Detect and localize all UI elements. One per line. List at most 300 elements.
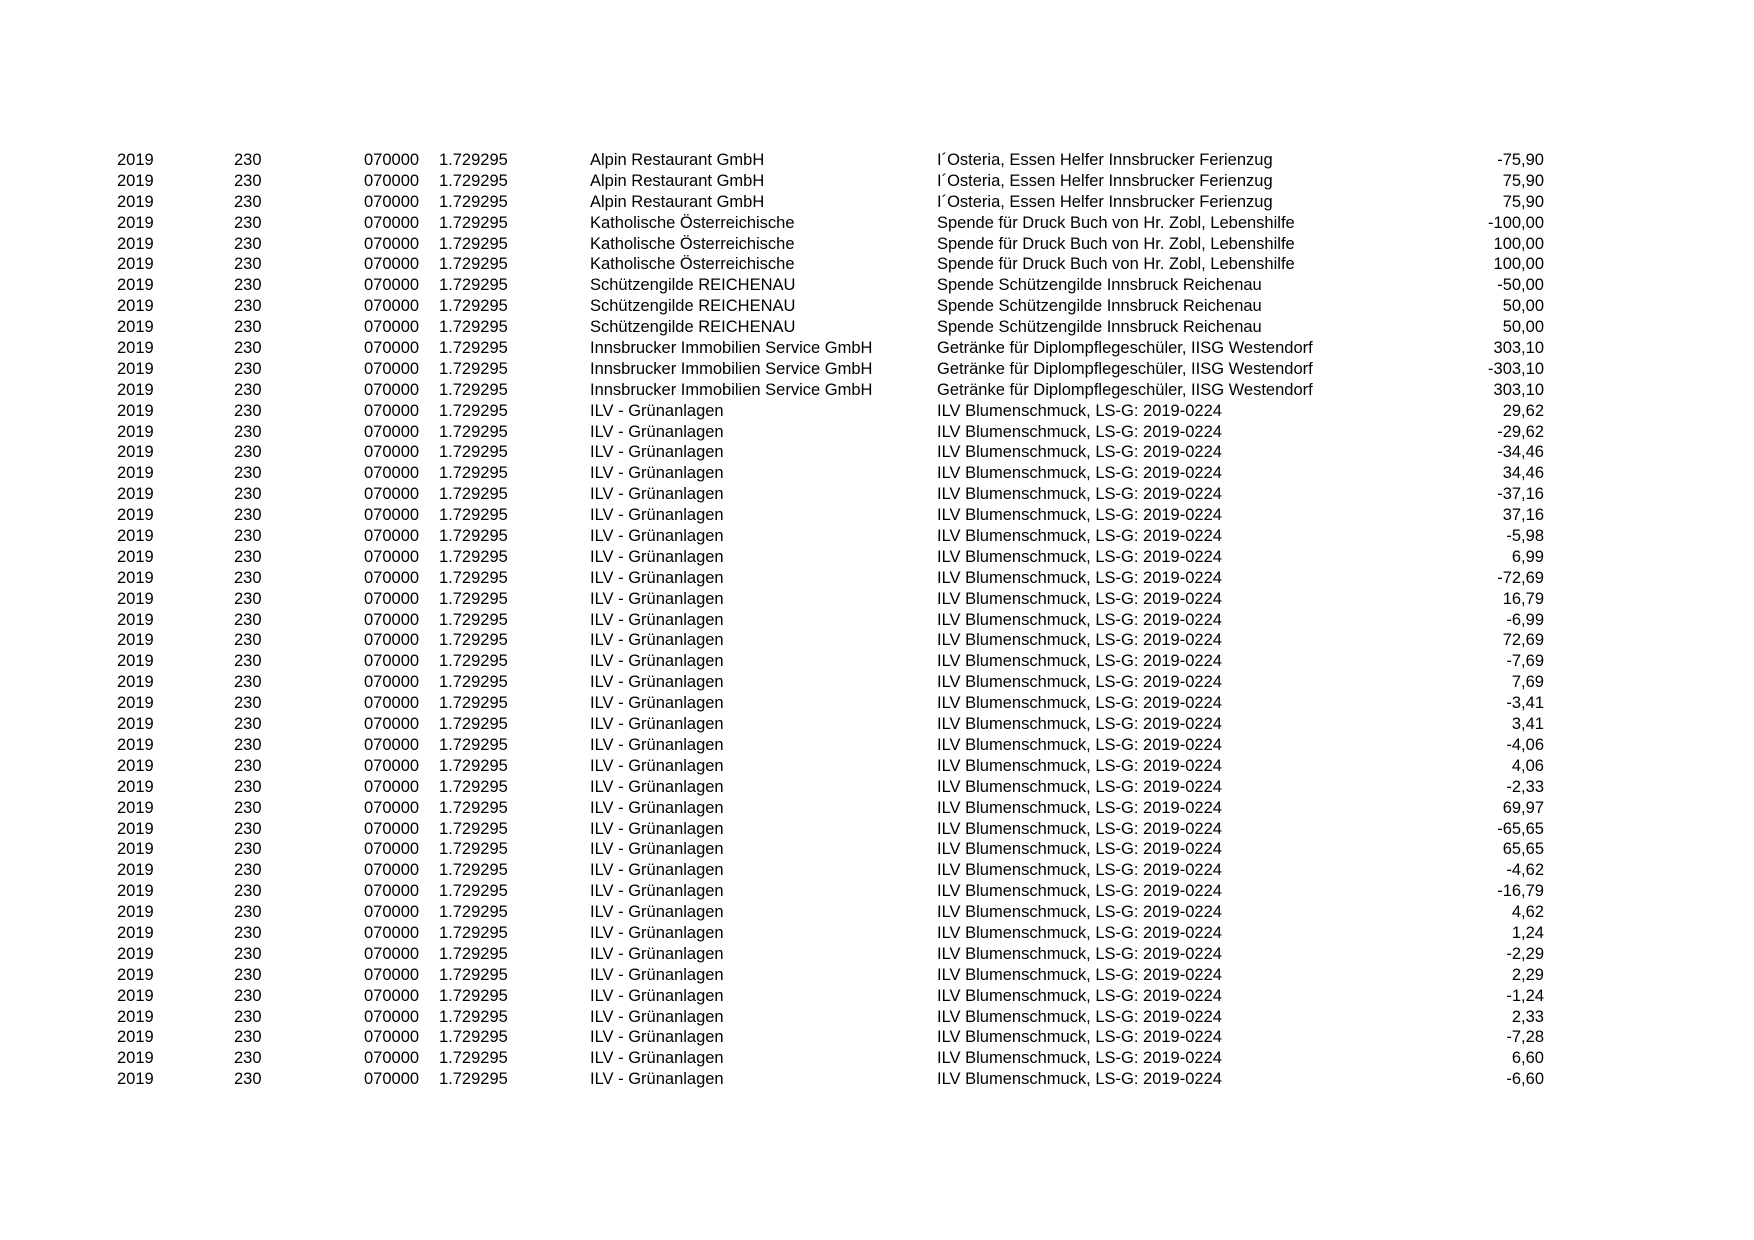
number-cell: 1.729295 (439, 882, 508, 901)
table-row (0, 275, 1754, 296)
description-cell: ILV Blumenschmuck, LS-G: 2019-0224 (937, 673, 1222, 692)
number-cell: 1.729295 (439, 485, 508, 504)
number-cell: 1.729295 (439, 151, 508, 169)
amount-cell: 100,00 (1493, 255, 1544, 274)
amount-cell: -303,10 (1488, 359, 1544, 378)
table-row (0, 923, 1754, 944)
account-cell: 070000 (364, 234, 420, 253)
year-cell: 2019 (117, 652, 154, 671)
account-cell: 070000 (364, 840, 420, 859)
table-row (0, 1027, 1754, 1048)
description-cell: Getränke für Diplompflegeschüler, IISG Westendorf (937, 359, 1313, 378)
year-cell: 2019 (117, 1049, 154, 1068)
number-cell: 1.729295 (439, 297, 508, 316)
description-cell: ILV Blumenschmuck, LS-G: 2019-0224 (937, 798, 1222, 817)
account-cell: 070000 (364, 276, 420, 295)
number-cell: 1.729295 (439, 673, 508, 692)
account-cell: 070000 (364, 819, 420, 838)
account-cell: 070000 (364, 1049, 420, 1068)
number-cell: 1.729295 (439, 589, 508, 608)
account-cell: 070000 (364, 861, 420, 880)
amount-cell: -7,69 (1506, 652, 1544, 671)
number-cell: 1.729295 (439, 986, 508, 1005)
account-cell: 070000 (364, 547, 420, 566)
name-cell: Innsbrucker Immobilien Service GmbH (590, 380, 873, 399)
number-cell: 1.729295 (439, 401, 508, 420)
code-cell: 230 (234, 318, 262, 337)
description-cell: ILV Blumenschmuck, LS-G: 2019-0224 (937, 589, 1222, 608)
number-cell: 1.729295 (439, 715, 508, 734)
table-row (0, 589, 1754, 610)
description-cell: ILV Blumenschmuck, LS-G: 2019-0224 (937, 506, 1222, 525)
number-cell: 1.729295 (439, 694, 508, 713)
code-cell: 230 (234, 610, 262, 629)
number-cell: 1.729295 (439, 923, 508, 942)
table-row (0, 1007, 1754, 1028)
number-cell: 1.729295 (439, 1049, 508, 1068)
number-cell: 1.729295 (439, 359, 508, 378)
name-cell: Katholische Österreichische (590, 255, 795, 274)
description-cell: ILV Blumenschmuck, LS-G: 2019-0224 (937, 965, 1222, 984)
year-cell: 2019 (117, 694, 154, 713)
year-cell: 2019 (117, 861, 154, 880)
amount-cell: -2,29 (1506, 944, 1544, 963)
code-cell: 230 (234, 297, 262, 316)
code-cell: 230 (234, 882, 262, 901)
year-cell: 2019 (117, 276, 154, 295)
table-row (0, 860, 1754, 881)
description-cell: Getränke für Diplompflegeschüler, IISG Westendorf (937, 339, 1313, 358)
description-cell: ILV Blumenschmuck, LS-G: 2019-0224 (937, 882, 1222, 901)
code-cell: 230 (234, 965, 262, 984)
code-cell: 230 (234, 276, 262, 295)
description-cell: Getränke für Diplompflegeschüler, IISG Westendorf (937, 380, 1313, 399)
table-row (0, 547, 1754, 568)
year-cell: 2019 (117, 422, 154, 441)
number-cell: 1.729295 (439, 380, 508, 399)
number-cell: 1.729295 (439, 276, 508, 295)
year-cell: 2019 (117, 965, 154, 984)
table-row (0, 338, 1754, 359)
name-cell: ILV - Grünanlagen (590, 735, 724, 754)
account-cell: 070000 (364, 1007, 420, 1026)
year-cell: 2019 (117, 485, 154, 504)
account-cell: 070000 (364, 213, 420, 232)
account-cell: 070000 (364, 715, 420, 734)
code-cell: 230 (234, 631, 262, 650)
year-cell: 2019 (117, 318, 154, 337)
number-cell: 1.729295 (439, 318, 508, 337)
number-cell: 1.729295 (439, 339, 508, 358)
table-row (0, 798, 1754, 819)
name-cell: ILV - Grünanlagen (590, 1049, 724, 1068)
account-cell: 070000 (364, 151, 420, 169)
amount-cell: -34,46 (1497, 443, 1544, 462)
year-cell: 2019 (117, 798, 154, 817)
code-cell: 230 (234, 171, 262, 190)
number-cell: 1.729295 (439, 506, 508, 525)
account-cell: 070000 (364, 756, 420, 775)
description-cell: ILV Blumenschmuck, LS-G: 2019-0224 (937, 464, 1222, 483)
name-cell: ILV - Grünanlagen (590, 589, 724, 608)
name-cell: ILV - Grünanlagen (590, 882, 724, 901)
code-cell: 230 (234, 589, 262, 608)
account-cell: 070000 (364, 297, 420, 316)
number-cell: 1.729295 (439, 464, 508, 483)
account-cell: 070000 (364, 589, 420, 608)
amount-cell: -72,69 (1497, 568, 1544, 587)
amount-cell: -29,62 (1497, 422, 1544, 441)
code-cell: 230 (234, 255, 262, 274)
code-cell: 230 (234, 735, 262, 754)
year-cell: 2019 (117, 213, 154, 232)
amount-cell: 34,46 (1502, 464, 1544, 483)
year-cell: 2019 (117, 903, 154, 922)
amount-cell: -16,79 (1497, 882, 1544, 901)
table-row (0, 380, 1754, 401)
year-cell: 2019 (117, 380, 154, 399)
description-cell: ILV Blumenschmuck, LS-G: 2019-0224 (937, 923, 1222, 942)
amount-cell: 1,24 (1511, 923, 1544, 942)
code-cell: 230 (234, 485, 262, 504)
year-cell: 2019 (117, 1070, 154, 1089)
year-cell: 2019 (117, 443, 154, 462)
account-cell: 070000 (364, 610, 420, 629)
table-row (0, 463, 1754, 484)
table-row (0, 150, 1754, 171)
year-cell: 2019 (117, 171, 154, 190)
account-cell: 070000 (364, 192, 420, 211)
number-cell: 1.729295 (439, 652, 508, 671)
description-cell: I´Osteria, Essen Helfer Innsbrucker Ferienzug (937, 171, 1273, 190)
amount-cell: -75,90 (1497, 151, 1544, 169)
name-cell: ILV - Grünanlagen (590, 840, 724, 859)
table-row (0, 484, 1754, 505)
account-cell: 070000 (364, 443, 420, 462)
account-cell: 070000 (364, 694, 420, 713)
amount-cell: 6,60 (1511, 1049, 1544, 1068)
amount-cell: 100,00 (1493, 234, 1544, 253)
table-row (0, 610, 1754, 631)
name-cell: ILV - Grünanlagen (590, 986, 724, 1005)
account-cell: 070000 (364, 944, 420, 963)
number-cell: 1.729295 (439, 422, 508, 441)
account-cell: 070000 (364, 923, 420, 942)
code-cell: 230 (234, 464, 262, 483)
account-cell: 070000 (364, 903, 420, 922)
code-cell: 230 (234, 192, 262, 211)
amount-cell: 29,62 (1502, 401, 1544, 420)
table-row (0, 254, 1754, 275)
table-row (0, 526, 1754, 547)
name-cell: ILV - Grünanlagen (590, 756, 724, 775)
account-cell: 070000 (364, 506, 420, 525)
code-cell: 230 (234, 151, 262, 169)
name-cell: ILV - Grünanlagen (590, 631, 724, 650)
account-cell: 070000 (364, 1028, 420, 1047)
table-row (0, 693, 1754, 714)
number-cell: 1.729295 (439, 255, 508, 274)
name-cell: ILV - Grünanlagen (590, 485, 724, 504)
amount-cell: -37,16 (1497, 485, 1544, 504)
name-cell: ILV - Grünanlagen (590, 1070, 724, 1089)
year-cell: 2019 (117, 673, 154, 692)
year-cell: 2019 (117, 151, 154, 169)
description-cell: ILV Blumenschmuck, LS-G: 2019-0224 (937, 756, 1222, 775)
description-cell: ILV Blumenschmuck, LS-G: 2019-0224 (937, 694, 1222, 713)
amount-cell: -6,99 (1506, 610, 1544, 629)
code-cell: 230 (234, 401, 262, 420)
amount-cell: -1,24 (1506, 986, 1544, 1005)
description-cell: I´Osteria, Essen Helfer Innsbrucker Ferienzug (937, 192, 1273, 211)
amount-cell: 50,00 (1502, 318, 1544, 337)
year-cell: 2019 (117, 715, 154, 734)
name-cell: Katholische Österreichische (590, 234, 795, 253)
number-cell: 1.729295 (439, 527, 508, 546)
table-row (0, 735, 1754, 756)
ledger-table (0, 150, 1754, 1090)
amount-cell: 16,79 (1502, 589, 1544, 608)
code-cell: 230 (234, 443, 262, 462)
table-row (0, 213, 1754, 234)
code-cell: 230 (234, 944, 262, 963)
number-cell: 1.729295 (439, 192, 508, 211)
number-cell: 1.729295 (439, 756, 508, 775)
amount-cell: 4,06 (1511, 756, 1544, 775)
amount-cell: 4,62 (1511, 903, 1544, 922)
description-cell: Spende für Druck Buch von Hr. Zobl, Lebenshilfe (937, 234, 1295, 253)
table-row (0, 944, 1754, 965)
description-cell: ILV Blumenschmuck, LS-G: 2019-0224 (937, 652, 1222, 671)
account-cell: 070000 (364, 735, 420, 754)
amount-cell: 6,99 (1511, 547, 1544, 566)
account-cell: 070000 (364, 965, 420, 984)
number-cell: 1.729295 (439, 547, 508, 566)
account-cell: 070000 (364, 171, 420, 190)
account-cell: 070000 (364, 777, 420, 796)
code-cell: 230 (234, 506, 262, 525)
year-cell: 2019 (117, 735, 154, 754)
amount-cell: 37,16 (1502, 506, 1544, 525)
code-cell: 230 (234, 673, 262, 692)
name-cell: ILV - Grünanlagen (590, 464, 724, 483)
name-cell: Schützengilde REICHENAU (590, 276, 796, 295)
code-cell: 230 (234, 1007, 262, 1026)
name-cell: ILV - Grünanlagen (590, 652, 724, 671)
name-cell: ILV - Grünanlagen (590, 861, 724, 880)
name-cell: ILV - Grünanlagen (590, 1007, 724, 1026)
account-cell: 070000 (364, 318, 420, 337)
number-cell: 1.729295 (439, 944, 508, 963)
description-cell: ILV Blumenschmuck, LS-G: 2019-0224 (937, 527, 1222, 546)
number-cell: 1.729295 (439, 903, 508, 922)
account-cell: 070000 (364, 882, 420, 901)
code-cell: 230 (234, 380, 262, 399)
code-cell: 230 (234, 819, 262, 838)
table-row (0, 986, 1754, 1007)
amount-cell: 72,69 (1502, 631, 1544, 650)
description-cell: ILV Blumenschmuck, LS-G: 2019-0224 (937, 1070, 1222, 1089)
name-cell: ILV - Grünanlagen (590, 694, 724, 713)
description-cell: ILV Blumenschmuck, LS-G: 2019-0224 (937, 422, 1222, 441)
table-row (0, 881, 1754, 902)
name-cell: Schützengilde REICHENAU (590, 318, 796, 337)
description-cell: Spende Schützengilde Innsbruck Reichenau (937, 318, 1262, 337)
number-cell: 1.729295 (439, 965, 508, 984)
description-cell: ILV Blumenschmuck, LS-G: 2019-0224 (937, 401, 1222, 420)
table-row (0, 902, 1754, 923)
description-cell: ILV Blumenschmuck, LS-G: 2019-0224 (937, 735, 1222, 754)
year-cell: 2019 (117, 610, 154, 629)
year-cell: 2019 (117, 339, 154, 358)
description-cell: ILV Blumenschmuck, LS-G: 2019-0224 (937, 1049, 1222, 1068)
name-cell: ILV - Grünanlagen (590, 777, 724, 796)
amount-cell: -4,06 (1506, 735, 1544, 754)
number-cell: 1.729295 (439, 1007, 508, 1026)
table-row (0, 714, 1754, 735)
amount-cell: -3,41 (1506, 694, 1544, 713)
amount-cell: -65,65 (1497, 819, 1544, 838)
account-cell: 070000 (364, 255, 420, 274)
amount-cell: 3,41 (1511, 715, 1544, 734)
description-cell: Spende für Druck Buch von Hr. Zobl, Lebenshilfe (937, 213, 1295, 232)
year-cell: 2019 (117, 506, 154, 525)
year-cell: 2019 (117, 192, 154, 211)
amount-cell: -50,00 (1497, 276, 1544, 295)
year-cell: 2019 (117, 359, 154, 378)
description-cell: ILV Blumenschmuck, LS-G: 2019-0224 (937, 1028, 1222, 1047)
amount-cell: 75,90 (1502, 192, 1544, 211)
name-cell: ILV - Grünanlagen (590, 673, 724, 692)
code-cell: 230 (234, 798, 262, 817)
number-cell: 1.729295 (439, 840, 508, 859)
number-cell: 1.729295 (439, 819, 508, 838)
description-cell: ILV Blumenschmuck, LS-G: 2019-0224 (937, 443, 1222, 462)
year-cell: 2019 (117, 882, 154, 901)
account-cell: 070000 (364, 464, 420, 483)
amount-cell: -4,62 (1506, 861, 1544, 880)
description-cell: ILV Blumenschmuck, LS-G: 2019-0224 (937, 861, 1222, 880)
table-row (0, 1069, 1754, 1090)
amount-cell: -100,00 (1488, 213, 1544, 232)
year-cell: 2019 (117, 255, 154, 274)
description-cell: ILV Blumenschmuck, LS-G: 2019-0224 (937, 610, 1222, 629)
code-cell: 230 (234, 1070, 262, 1089)
table-row (0, 777, 1754, 798)
description-cell: ILV Blumenschmuck, LS-G: 2019-0224 (937, 568, 1222, 587)
description-cell: ILV Blumenschmuck, LS-G: 2019-0224 (937, 944, 1222, 963)
table-row (0, 672, 1754, 693)
number-cell: 1.729295 (439, 1070, 508, 1089)
description-cell: ILV Blumenschmuck, LS-G: 2019-0224 (937, 1007, 1222, 1026)
code-cell: 230 (234, 715, 262, 734)
number-cell: 1.729295 (439, 568, 508, 587)
year-cell: 2019 (117, 1007, 154, 1026)
year-cell: 2019 (117, 631, 154, 650)
name-cell: ILV - Grünanlagen (590, 715, 724, 734)
year-cell: 2019 (117, 589, 154, 608)
year-cell: 2019 (117, 527, 154, 546)
amount-cell: 303,10 (1493, 380, 1544, 399)
year-cell: 2019 (117, 944, 154, 963)
table-row (0, 505, 1754, 526)
account-cell: 070000 (364, 422, 420, 441)
amount-cell: -5,98 (1506, 527, 1544, 546)
year-cell: 2019 (117, 1028, 154, 1047)
code-cell: 230 (234, 840, 262, 859)
code-cell: 230 (234, 547, 262, 566)
code-cell: 230 (234, 903, 262, 922)
table-row (0, 296, 1754, 317)
number-cell: 1.729295 (439, 1028, 508, 1047)
table-row (0, 317, 1754, 338)
name-cell: ILV - Grünanlagen (590, 1028, 724, 1047)
table-row (0, 756, 1754, 777)
account-cell: 070000 (364, 339, 420, 358)
table-row (0, 234, 1754, 255)
description-cell: ILV Blumenschmuck, LS-G: 2019-0224 (937, 986, 1222, 1005)
code-cell: 230 (234, 359, 262, 378)
name-cell: Alpin Restaurant GmbH (590, 171, 765, 190)
name-cell: ILV - Grünanlagen (590, 506, 724, 525)
number-cell: 1.729295 (439, 631, 508, 650)
code-cell: 230 (234, 527, 262, 546)
year-cell: 2019 (117, 777, 154, 796)
amount-cell: 2,29 (1511, 965, 1544, 984)
account-cell: 070000 (364, 798, 420, 817)
code-cell: 230 (234, 422, 262, 441)
year-cell: 2019 (117, 756, 154, 775)
account-cell: 070000 (364, 986, 420, 1005)
description-cell: Spende Schützengilde Innsbruck Reichenau (937, 297, 1262, 316)
table-row (0, 819, 1754, 840)
description-cell: ILV Blumenschmuck, LS-G: 2019-0224 (937, 715, 1222, 734)
account-cell: 070000 (364, 1070, 420, 1089)
account-cell: 070000 (364, 485, 420, 504)
table-row (0, 401, 1754, 422)
amount-cell: -6,60 (1506, 1070, 1544, 1089)
name-cell: ILV - Grünanlagen (590, 401, 724, 420)
year-cell: 2019 (117, 401, 154, 420)
description-cell: ILV Blumenschmuck, LS-G: 2019-0224 (937, 631, 1222, 650)
amount-cell: 2,33 (1511, 1007, 1544, 1026)
table-row (0, 965, 1754, 986)
number-cell: 1.729295 (439, 234, 508, 253)
name-cell: ILV - Grünanlagen (590, 819, 724, 838)
amount-cell: 7,69 (1511, 673, 1544, 692)
table-row (0, 630, 1754, 651)
description-cell: ILV Blumenschmuck, LS-G: 2019-0224 (937, 547, 1222, 566)
description-cell: ILV Blumenschmuck, LS-G: 2019-0224 (937, 777, 1222, 796)
account-cell: 070000 (364, 527, 420, 546)
name-cell: Schützengilde REICHENAU (590, 297, 796, 316)
name-cell: ILV - Grünanlagen (590, 422, 724, 441)
year-cell: 2019 (117, 568, 154, 587)
name-cell: ILV - Grünanlagen (590, 547, 724, 566)
table-row (0, 442, 1754, 463)
description-cell: I´Osteria, Essen Helfer Innsbrucker Ferienzug (937, 151, 1273, 169)
account-cell: 070000 (364, 380, 420, 399)
code-cell: 230 (234, 1028, 262, 1047)
table-row (0, 839, 1754, 860)
year-cell: 2019 (117, 986, 154, 1005)
code-cell: 230 (234, 234, 262, 253)
year-cell: 2019 (117, 923, 154, 942)
code-cell: 230 (234, 986, 262, 1005)
year-cell: 2019 (117, 464, 154, 483)
amount-cell: 75,90 (1502, 171, 1544, 190)
code-cell: 230 (234, 861, 262, 880)
